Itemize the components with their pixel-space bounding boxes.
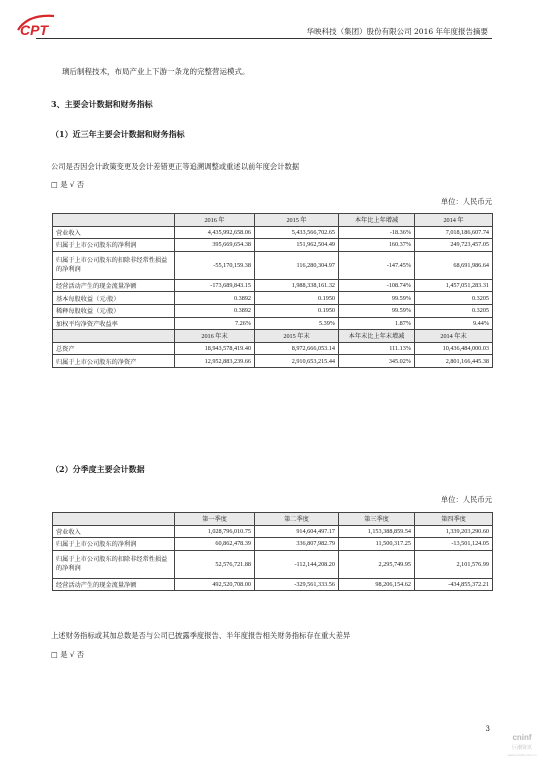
document-title: 华映科技（集团）股份有限公司 2016 年年度报告摘要 [306,27,488,36]
table-cell: 11,500,317.25 [339,538,415,551]
table-row [53,226,493,239]
column-header: 第二季度 [255,513,339,526]
table-cell: 151,962,504.49 [255,239,339,252]
table-cell: 0.3205 [415,292,493,305]
row-label: 加权平均净资产收益率 [53,317,175,330]
table-row [53,317,493,330]
table-cell: 116,280,304.97 [255,251,339,279]
table-cell: 0.3892 [175,292,255,305]
table-subheader-row [53,330,493,343]
table-cell: 99.59% [339,304,415,317]
table-cell: 0.3892 [175,304,255,317]
table-cell: 914,604,497.17 [255,525,339,538]
table-cell: -13,501,124.05 [415,538,493,551]
table-cell: 4,435,992,658.06 [175,226,255,239]
table-cell: -18.36% [339,226,415,239]
quarterly-financial-table [52,512,493,591]
table-cell: 98,206,154.62 [339,578,415,591]
column-header: 第一季度 [175,513,255,526]
unit-label-annual: 单位：人民币元 [440,197,492,206]
column-header: 本年比上年增减 [339,214,415,227]
watermark-subtitle: 巨潮资讯 [511,745,533,751]
cninfo-watermark [504,730,540,760]
table-row [53,239,493,252]
table-cell: 2,295,749.95 [339,550,415,578]
row-label: 归属于上市公司股东的扣除非经常性损益的净利润 [53,251,175,279]
subsection-title-quarterly: （2）分季度主要会计数据 [51,464,145,474]
table-cell: -329,561,333.56 [255,578,339,591]
annual-financial-table [52,213,493,368]
table-cell: 0.1950 [255,304,339,317]
table-cell: 52,576,721.88 [175,550,255,578]
column-header: 2015 年末 [255,330,339,343]
table-cell: 0.3205 [415,304,493,317]
section-title: 3、主要会计数据和财务指标 [51,99,153,109]
table-cell: 1,339,203,290.60 [415,525,493,538]
row-label: 营业收入 [53,525,175,538]
table-cell: -147.45% [339,251,415,279]
restate-answer: □ 是 √ 否 [51,180,85,189]
table-cell: 5,433,566,702.65 [255,226,339,239]
table-cell: 18,943,578,419.40 [175,342,255,355]
column-header: 2016 年末 [175,330,255,343]
table-cell: 8,972,666,053.14 [255,342,339,355]
row-label: 归属于上市公司股东的净资产 [53,355,175,368]
table-header-row [53,214,493,227]
table-cell: 492,520,708.00 [175,578,255,591]
column-header [53,330,175,343]
restate-question: 公司是否因会计政策变更及会计差错更正等追溯调整或重述以前年度会计数据 [51,162,300,171]
table-cell: -434,855,372.21 [415,578,493,591]
table-row [53,251,493,279]
table-cell: 395,669,654.38 [175,239,255,252]
subsection-title-annual: （1）近三年主要会计数据和财务指标 [51,129,185,139]
table-cell: -112,144,208.20 [255,550,339,578]
table-cell: 160.37% [339,239,415,252]
column-header: 2014 年 [415,214,493,227]
row-label: 基本每股收益（元/股） [53,292,175,305]
table-cell: 0.1950 [255,292,339,305]
column-header: 2014 年末 [415,330,493,343]
table-cell: 249,723,457.05 [415,239,493,252]
table-cell: -55,170,159.38 [175,251,255,279]
row-label: 归属于上市公司股东的净利润 [53,538,175,551]
watermark-url: www.cninfo.com.cn [507,753,537,757]
table-cell: 68,691,986.64 [415,251,493,279]
difference-question: 上述财务指标或其加总数是否与公司已披露季度报告、半年度报告相关财务指标存在重大差异 [51,631,351,640]
table-cell: 2,101,576.99 [415,550,493,578]
table-cell: 1.87% [339,317,415,330]
table-row [53,342,493,355]
table-cell: 336,807,982.79 [255,538,339,551]
table-row [53,578,493,591]
table-cell: 10,436,484,000.03 [415,342,493,355]
row-label: 经营活动产生的现金流量净额 [53,578,175,591]
table-cell: 99.59% [339,292,415,305]
table-cell: 1,457,051,283.31 [415,279,493,292]
unit-label-quarterly: 单位：人民币元 [440,495,492,504]
row-label: 归属于上市公司股东的扣除非经常性损益的净利润 [53,550,175,578]
intro-paragraph: 璃后制程技术，布局产业上下游一条龙的完整营运模式。 [62,67,250,76]
table-cell: 9.44% [415,317,493,330]
page-number: 3 [485,725,490,733]
table-cell: 2,801,166,445.38 [415,355,493,368]
table-row [53,538,493,551]
table-cell: 1,028,796,010.75 [175,525,255,538]
table-cell: -108.74% [339,279,415,292]
table-cell: 111.13% [339,342,415,355]
column-header: 2015 年 [255,214,339,227]
row-label: 经营活动产生的现金流量净额 [53,279,175,292]
watermark-brand: cninf [512,733,532,742]
table-row [53,279,493,292]
column-header: 第四季度 [415,513,493,526]
table-row [53,550,493,578]
column-header [53,214,175,227]
table-cell: 1,153,388,859.54 [339,525,415,538]
table-header-row [53,513,493,526]
table-row [53,525,493,538]
row-label: 营业收入 [53,226,175,239]
row-label: 稀释每股收益（元/股） [53,304,175,317]
column-header: 本年末比上年末增减 [339,330,415,343]
column-header: 第三季度 [339,513,415,526]
header-divider [36,38,492,39]
table-row [53,304,493,317]
row-label: 总资产 [53,342,175,355]
logo-text: CPT [20,22,48,38]
table-cell: 1,988,338,161.32 [255,279,339,292]
table-cell: 5.39% [255,317,339,330]
table-cell: 7.26% [175,317,255,330]
table-row [53,292,493,305]
table-cell: 2,910,653,215.44 [255,355,339,368]
column-header: 2016 年 [175,214,255,227]
cpt-logo [14,10,64,40]
difference-answer: □ 是 √ 否 [51,650,85,659]
table-row [53,355,493,368]
column-header [53,513,175,526]
row-label: 归属于上市公司股东的净利润 [53,239,175,252]
table-cell: 60,862,478.39 [175,538,255,551]
table-cell: -173,689,843.15 [175,279,255,292]
table-cell: 12,952,883,239.66 [175,355,255,368]
table-cell: 345.02% [339,355,415,368]
table-cell: 7,018,186,607.74 [415,226,493,239]
